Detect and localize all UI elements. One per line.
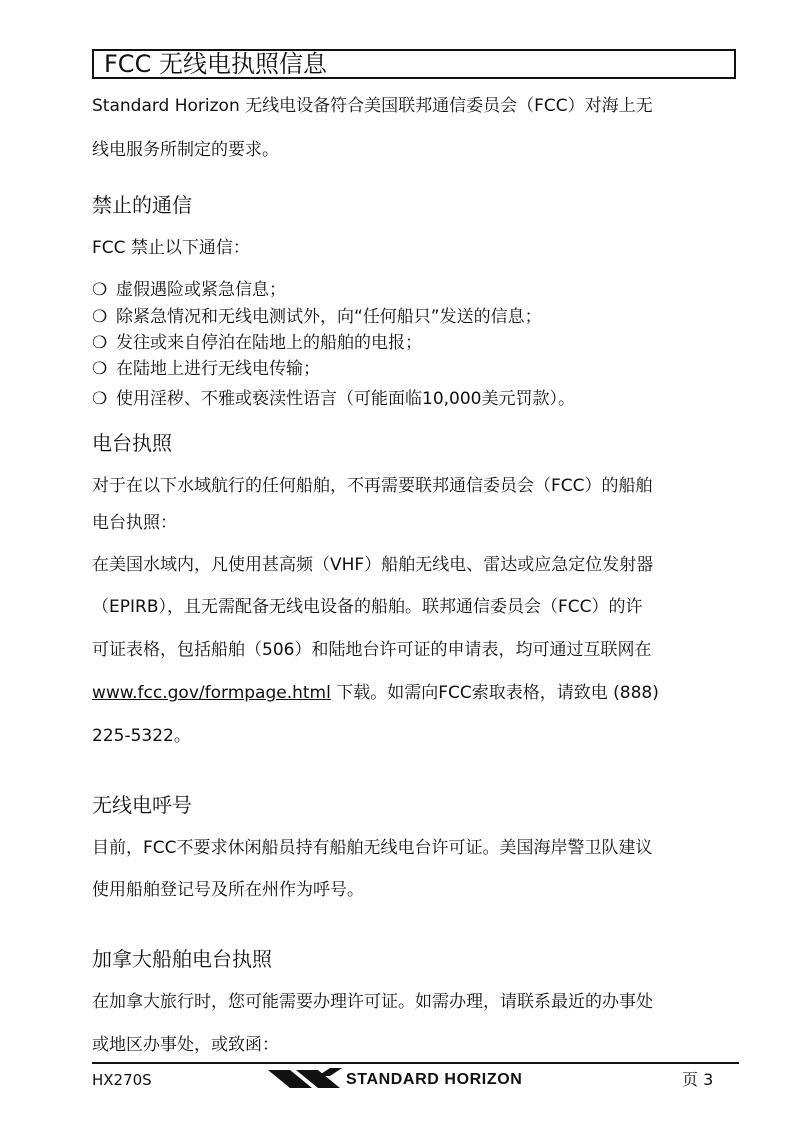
footer-model: HX270S [92, 1071, 152, 1089]
page-title: FCC 无线电执照信息 [92, 49, 736, 79]
list-item-text: 除紧急情况和无线电测试外，向“任何船只”发送的信息； [116, 307, 542, 327]
heading-station-license: 电台执照 [92, 431, 172, 455]
page-number: 页 3 [682, 1070, 714, 1089]
station-line-3: 在美国水域内，凡使用甚高频（VHF）船舶无线电、雷达或应急定位发射器 [92, 555, 654, 575]
list-item [92, 360, 320, 379]
callsign-line-1: 目前，FCC不要求休闲船员持有船舶无线电台许可证。美国海岸警卫队建议 [92, 838, 653, 858]
intro-line-1: Standard Horizon 无线电设备符合美国联邦通信委员会（FCC）对海上无 [92, 96, 653, 116]
list-item-text: 使用淫秽、不雅或亵渎性语言（可能面临10,000美元罚款）。 [116, 389, 575, 409]
bullet-circle-icon: ❍ [92, 280, 108, 300]
list-item [92, 390, 575, 409]
station-line-7: 225-5322。 [92, 726, 191, 746]
station-line-5: 可证表格，包括船舶（506）和陆地台许可证的申请表，均可通过互联网在 [92, 640, 652, 660]
prohibited-lead: FCC 禁止以下通信： [92, 238, 250, 258]
station-line-4: （EPIRB），且无需配备无线电设备的船舶。联邦通信委员会（FCC）的许 [92, 597, 643, 617]
callsign-line-2: 使用船舶登记号及所在州作为呼号。 [92, 880, 364, 900]
footer-divider [92, 1062, 739, 1064]
bullet-circle-icon: ❍ [92, 389, 108, 409]
list-item [92, 308, 542, 327]
bullet-circle-icon: ❍ [92, 307, 108, 327]
list-item [92, 281, 286, 300]
footer-brand: STANDARD HORIZON [346, 1071, 523, 1088]
intro-line-2: 线电服务所制定的要求。 [92, 140, 279, 160]
list-item-text: 在陆地上进行无线电传输； [116, 359, 320, 379]
heading-prohibited: 禁止的通信 [92, 193, 192, 217]
heading-canada-license: 加拿大船舶电台执照 [92, 947, 272, 971]
heading-call-sign: 无线电呼号 [92, 793, 192, 817]
canada-line-1: 在加拿大旅行时，您可能需要办理许可证。如需办理，请联系最近的办事处 [92, 992, 653, 1012]
bullet-circle-icon: ❍ [92, 359, 108, 379]
bullet-circle-icon: ❍ [92, 333, 108, 353]
canada-line-2: 或地区办事处，或致函： [92, 1035, 279, 1055]
station-line-2: 电台执照： [92, 513, 177, 533]
station-line-6-rest: 下载。如需向FCC索取表格，请致电 (888) [330, 683, 659, 703]
fcc-forms-link[interactable]: www.fcc.gov/formpage.html [92, 683, 331, 703]
station-line-6 [92, 684, 740, 703]
list-item-text: 虚假遇险或紧急信息； [116, 280, 286, 300]
station-line-1: 对于在以下水域航行的任何船舶，不再需要联邦通信委员会（FCC）的船舶 [92, 476, 653, 496]
list-item-text: 发往或来自停泊在陆地上的船舶的电报； [116, 333, 422, 353]
list-item [92, 334, 422, 353]
